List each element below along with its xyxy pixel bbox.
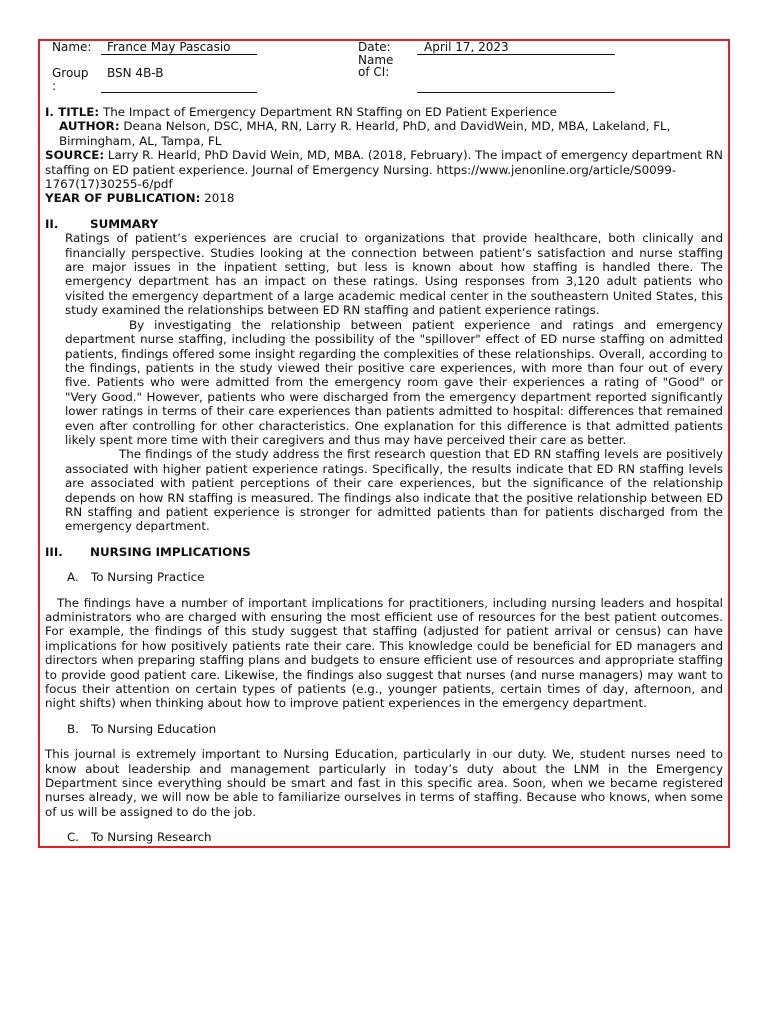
date-label: Date: (358, 40, 391, 54)
summary-number: II. (45, 216, 59, 231)
implications-heading (45, 545, 723, 559)
title-label: I. TITLE: (45, 105, 100, 119)
title-line (45, 105, 723, 119)
summary-paragraph-3: The findings of the study address the first research question that ED RN staffing levels are positively associated with higher patient experience ratings. Specifically, the results indicate that ED RN staffing levels are associated with patient perceptions of their care experiences, but the significance of the relationship depends on how RN staffing is measured. The findings also indicate that the positive relationship between ED RN staffing and patient experience is stronger for admitted patients than for patients discharged from the emergency department. (65, 447, 723, 534)
year-label: YEAR OF PUBLICATION: (45, 191, 201, 206)
author-value: Deana Nelson, DSC, MHA, RN, Larry R. Hearld, PhD, and DavidWein, MD, MBA, Lakeland, FL, Birmingham, AL, Tampa, FL (59, 119, 671, 148)
nursing-practice-text: The findings have a number of important implications for practitioners, including nursing leaders and hospital administrators who are charged with ensuring the most efficient use of resources for the best patient outcomes. For example, the findings of this study suggest that staffing (adjusted for patient arrival or census) can have implications for how positively patients rate their care. This knowledge could be beneficial for ED managers and directors when preparing staffing plans and budgets to ensure efficient use of resources and appropriate staffing to provide good patient care. Likewise, the findings also suggest that nurses (and nurse managers) may want to focus their attention on certain types of patients (e.g., younger patients, certain times of day, afternoon, and night shifts) when thinking about how to improve patient experiences in the emergency department. (45, 595, 723, 711)
name-underline (101, 54, 257, 55)
title-value: The Impact of Emergency Department RN Staffing on ED Patient Experience (102, 105, 557, 119)
subsection-a-letter: A. (67, 570, 79, 585)
date-underline (417, 54, 615, 55)
ci-label-line2: of CI: (358, 65, 390, 79)
author-label: AUTHOR: (59, 119, 120, 134)
year-value: 2018 (204, 191, 235, 206)
group-underline (101, 92, 257, 93)
summary-paragraph-2: By investigating the relationship between patient experience and ratings and emergency department nurse staffing, including the possibility of the "spillover" effect of ED nurse staffing on admitted patients, findings offered some insight regarding the complexities of these relationships. Overall, according to the findings, patients in the study viewed their positive care experiences, with more than four out of every five. Patients who were admitted from the emergency room gave their experiences a rating of "Good" or "Very Good." However, patients who were discharged from the emergency department reported significantly lower ratings in terms of their care experiences than patients admitted to hospital: differences that remained even after controlling for other characteristics. One explanation for this difference is that admitted patients likely spent more time with their caregivers and thus may have perceived their care as better. (65, 317, 723, 447)
ci-underline (417, 92, 615, 93)
name-value: France May Pascasio (107, 40, 231, 54)
source-label: SOURCE: (45, 148, 105, 163)
year-line (45, 191, 723, 205)
ci-label-line1: Name (358, 53, 394, 67)
author-line (45, 119, 723, 148)
summary-paragraph-1: Ratings of patient’s experiences are crucial to organizations that provide healthcare, both clinically and financially perspective. Studies looking at the connection between patient’s satisfaction and nurse staffing are major issues in the inpatient setting, but less is known about how staffing is handled there. The emergency department has an impact on these ratings. Using responses from 3,120 adult patients who visited the emergency department of a large academic medical center in the southeastern United States, this study examined the relationships between ED RN staffing and patient experience ratings. (65, 231, 723, 318)
subsection-c-heading (45, 830, 723, 844)
subsection-c-letter: C. (67, 830, 80, 845)
group-label: Group (52, 66, 89, 80)
nursing-education-text: This journal is extremely important to Nursing Education, particularly in our duty. We, student nurses need to know about leadership and management particularly in today’s duty about the LNM in the Emergency Department since everything should be smart and fast in this specific area. Soon, when we became registered nurses already, we will now be able to familiarize ourselves in terms of staffing. Because who knows, when some of us will be assigned to do the job. (45, 747, 723, 819)
source-value: Larry R. Hearld, PhD David Wein, MD, MBA. (2018, February). The impact of emergency department RN staffing on ED patient experience. Journal of Emergency Nursing. https://www.jenonline.org/article/S0099-1767(17)30255-6/pdf (45, 148, 723, 192)
implications-title: NURSING IMPLICATIONS (90, 544, 251, 559)
implications-number: III. (45, 544, 63, 559)
subsection-a-heading (45, 570, 723, 584)
summary-title: SUMMARY (90, 216, 159, 231)
group-value: BSN 4B-B (107, 66, 164, 80)
subsection-b-heading (45, 722, 723, 736)
date-value: April 17, 2023 (424, 40, 509, 54)
name-label: Name: (52, 40, 92, 54)
subsection-a-label: To Nursing Practice (91, 570, 205, 585)
group-colon: : (52, 79, 57, 93)
source-line (45, 148, 723, 191)
subsection-b-letter: B. (67, 721, 79, 736)
subsection-b-label: To Nursing Education (91, 721, 217, 736)
summary-heading (45, 217, 723, 231)
document-body (45, 105, 723, 845)
subsection-c-label: To Nursing Research (91, 830, 212, 845)
